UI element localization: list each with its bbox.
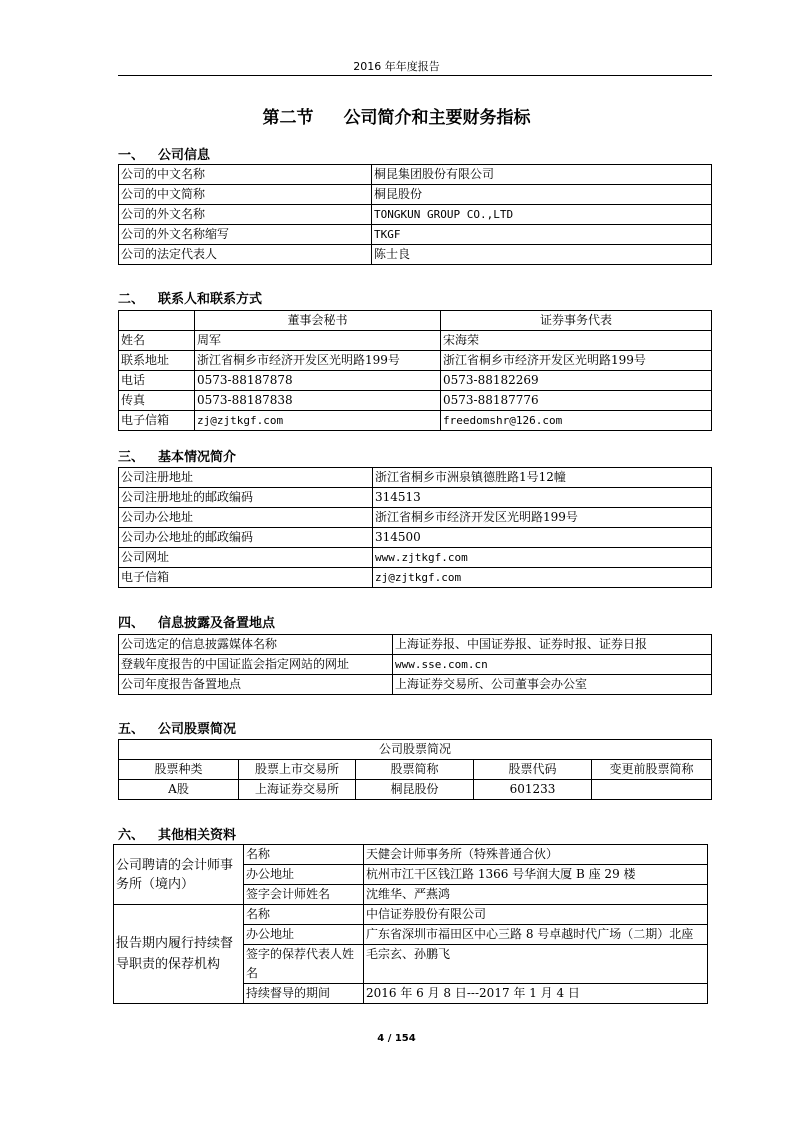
row-label: 公司网址 — [119, 548, 373, 568]
title-part1: 第二节 — [262, 108, 314, 128]
running-header: 2016 年年度报告 — [353, 60, 440, 73]
row-label: 名称 — [244, 845, 364, 865]
disclosure-table — [118, 634, 712, 695]
cell: zj@zjtkgf.com — [195, 411, 441, 431]
row-value: 314513 — [373, 488, 712, 508]
section-title: 公司信息 — [158, 148, 211, 163]
table-row — [119, 165, 712, 185]
other-info-table — [113, 844, 708, 1004]
page-number: 4 / 154 — [377, 1033, 416, 1044]
row-label: 登载年度报告的中国证监会指定网站的网址 — [119, 655, 393, 675]
row-value: www.sse.com.cn — [393, 655, 712, 675]
row-value: 上海证券报、中国证券报、证券时报、证券日报 — [393, 635, 712, 655]
table-row — [119, 780, 712, 800]
stock-table — [118, 739, 712, 800]
table-row — [119, 655, 712, 675]
row-value: 沈维华、严燕鸿 — [364, 885, 708, 905]
table-caption: 公司股票简况 — [119, 740, 712, 760]
row-value: 桐昆股份 — [372, 185, 712, 205]
row-label: 公司选定的信息披露媒体名称 — [119, 635, 393, 655]
row-value: 浙江省桐乡市洲泉镇德胜路1号12幢 — [373, 468, 712, 488]
row-value: 天健会计师事务所（特殊普通合伙） — [364, 845, 708, 865]
table-row — [114, 845, 708, 865]
table-row — [119, 331, 712, 351]
row-label: 公司注册地址 — [119, 468, 373, 488]
cell: 上海证券交易所 — [239, 780, 356, 800]
row-value: 陈士良 — [372, 245, 712, 265]
header-rule — [118, 75, 712, 76]
section-title: 公司股票简况 — [158, 722, 237, 737]
section-number: 四、 — [118, 616, 145, 631]
section-number: 六、 — [118, 828, 145, 843]
table-row — [119, 508, 712, 528]
row-label: 办公地址 — [244, 865, 364, 885]
cell: A股 — [119, 780, 239, 800]
section-title: 联系人和联系方式 — [158, 292, 263, 307]
section-title: 基本情况简介 — [158, 450, 237, 465]
cell — [592, 780, 712, 800]
column-header: 董事会秘书 — [195, 311, 441, 331]
table-row — [119, 468, 712, 488]
row-value: 桐昆集团股份有限公司 — [372, 165, 712, 185]
table-row — [119, 185, 712, 205]
cell: 浙江省桐乡市经济开发区光明路199号 — [441, 351, 712, 371]
row-label: 姓名 — [119, 331, 195, 351]
cell: 0573-88182269 — [441, 371, 712, 391]
row-value: www.zjtkgf.com — [373, 548, 712, 568]
column-header: 股票种类 — [119, 760, 239, 780]
section-title: 信息披露及备置地点 — [158, 616, 276, 631]
cell: 浙江省桐乡市经济开发区光明路199号 — [195, 351, 441, 371]
row-label: 公司的法定代表人 — [119, 245, 372, 265]
auditor-group-label: 公司聘请的会计师事务所（境内） — [114, 845, 244, 905]
column-header: 变更前股票简称 — [592, 760, 712, 780]
row-label: 联系地址 — [119, 351, 195, 371]
row-label: 电子信箱 — [119, 568, 373, 588]
cell: 0573-88187878 — [195, 371, 441, 391]
table-row — [119, 675, 712, 695]
row-value: TKGF — [372, 225, 712, 245]
table-row — [119, 371, 712, 391]
row-value: 广东省深圳市福田区中心三路 8 号卓越时代广场（二期）北座 — [364, 925, 708, 945]
table-row — [119, 245, 712, 265]
row-value: 314500 — [373, 528, 712, 548]
row-value: 中信证券股份有限公司 — [364, 905, 708, 925]
column-header: 股票代码 — [474, 760, 592, 780]
row-label: 公司注册地址的邮政编码 — [119, 488, 373, 508]
cell: 0573-88187838 — [195, 391, 441, 411]
row-value: 浙江省桐乡市经济开发区光明路199号 — [373, 508, 712, 528]
cell: 601233 — [474, 780, 592, 800]
table-header-row — [119, 760, 712, 780]
table-row — [119, 528, 712, 548]
row-label: 公司办公地址 — [119, 508, 373, 528]
row-label: 公司的外文名称 — [119, 205, 372, 225]
row-label: 公司的中文名称 — [119, 165, 372, 185]
table-row — [119, 351, 712, 371]
table-row — [119, 568, 712, 588]
table-row — [119, 391, 712, 411]
section-title: 其他相关资料 — [158, 828, 237, 843]
table-row — [119, 548, 712, 568]
table-row — [119, 205, 712, 225]
table-header-row — [119, 311, 712, 331]
row-label: 电话 — [119, 371, 195, 391]
row-value: 2016 年 6 月 8 日---2017 年 1 月 4 日 — [364, 984, 708, 1004]
column-header: 证券事务代表 — [441, 311, 712, 331]
row-value: TONGKUN GROUP CO.,LTD — [372, 205, 712, 225]
row-value: zj@zjtkgf.com — [373, 568, 712, 588]
table-caption-row — [119, 740, 712, 760]
section-number: 三、 — [118, 450, 145, 465]
sponsor-group-label: 报告期内履行持续督导职责的保荐机构 — [114, 905, 244, 1004]
cell: 宋海荣 — [441, 331, 712, 351]
company-info-table — [118, 164, 712, 265]
table-row — [119, 635, 712, 655]
row-label: 签字的保荐代表人姓名 — [244, 945, 364, 984]
column-header: 股票简称 — [356, 760, 474, 780]
row-label: 传真 — [119, 391, 195, 411]
row-value: 毛宗玄、孙鹏飞 — [364, 945, 708, 984]
row-value: 上海证券交易所、公司董事会办公室 — [393, 675, 712, 695]
section-heading-other — [118, 824, 236, 843]
section-heading-disclosure — [118, 612, 275, 631]
row-label: 公司的外文名称缩写 — [119, 225, 372, 245]
basic-info-table — [118, 467, 712, 588]
row-label: 电子信箱 — [119, 411, 195, 431]
row-label: 名称 — [244, 905, 364, 925]
row-label: 持续督导的期间 — [244, 984, 364, 1004]
row-value: 杭州市江干区钱江路 1366 号华润大厦 B 座 29 楼 — [364, 865, 708, 885]
table-row — [114, 905, 708, 925]
section-number: 二、 — [118, 292, 145, 307]
section-number: 五、 — [118, 722, 145, 737]
title-part2: 公司简介和主要财务指标 — [343, 108, 531, 128]
section-heading-basic-info — [118, 446, 236, 465]
table-row — [119, 225, 712, 245]
cell: 周军 — [195, 331, 441, 351]
row-label: 公司的中文简称 — [119, 185, 372, 205]
section-heading-contacts — [118, 288, 262, 307]
table-row — [119, 411, 712, 431]
contacts-table — [118, 310, 712, 431]
row-label: 公司年度报告备置地点 — [119, 675, 393, 695]
page-title — [0, 103, 793, 128]
row-label: 办公地址 — [244, 925, 364, 945]
section-number: 一、 — [118, 148, 145, 163]
column-header: 股票上市交易所 — [239, 760, 356, 780]
row-label: 签字会计师姓名 — [244, 885, 364, 905]
section-heading-company-info — [118, 144, 210, 163]
cell: freedomshr@126.com — [441, 411, 712, 431]
cell: 0573-88187776 — [441, 391, 712, 411]
table-row — [119, 488, 712, 508]
cell: 桐昆股份 — [356, 780, 474, 800]
section-heading-stock — [118, 718, 236, 737]
row-label: 公司办公地址的邮政编码 — [119, 528, 373, 548]
